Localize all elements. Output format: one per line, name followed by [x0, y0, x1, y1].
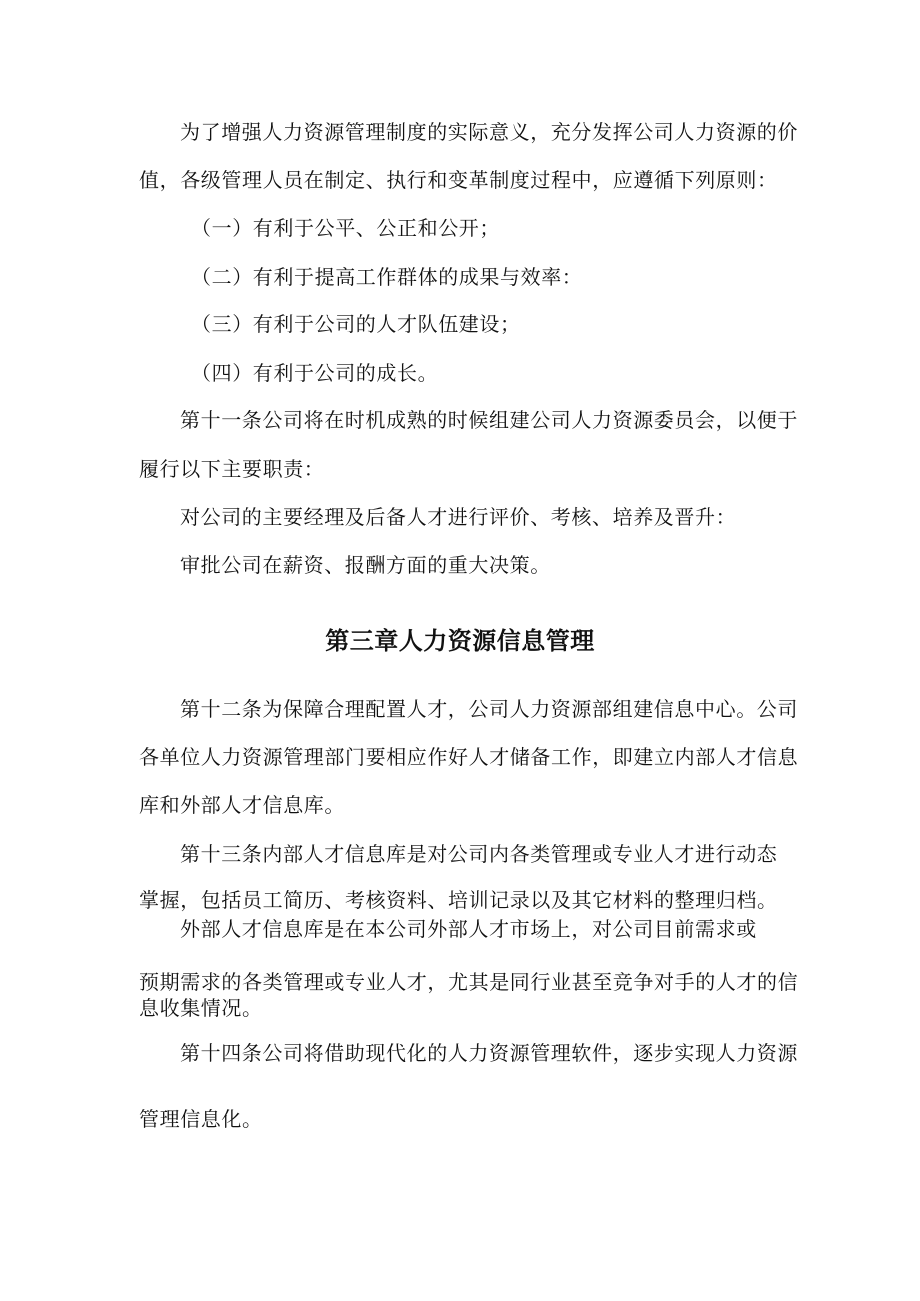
- article-12-line-1: 第十二条为保障合理配置人才，公司人力资源部组建信息中心。公司: [180, 697, 798, 721]
- external-line-2: 预期需求的各类管理或专业人才，尤其是同行业甚至竞争对手的人才的信: [139, 970, 799, 994]
- principle-4: （四）有利于公司的成长。: [191, 361, 439, 385]
- duty-2: 审批公司在薪资、报酬方面的重大决策。: [180, 553, 551, 577]
- article-11-line-1: 第十一条公司将在时机成熟的时候组建公司人力资源委员会，以便于: [180, 408, 798, 432]
- article-11-line-2: 履行以下主要职责：: [139, 457, 325, 481]
- article-14-line-1: 第十四条公司将借助现代化的人力资源管理软件，逐步实现人力资源: [180, 1041, 798, 1065]
- principle-1: （一）有利于公平、公正和公开；: [191, 216, 500, 240]
- duty-1: 对公司的主要经理及后备人才进行评价、考核、培养及晋升：: [180, 505, 737, 529]
- external-line-1: 外部人才信息库是在本公司外部人才市场上，对公司目前需求或: [180, 917, 757, 941]
- principle-2: （二）有利于提高工作群体的成果与效率：: [191, 265, 583, 289]
- intro-line-1: 为了增强人力资源管理制度的实际意义，充分发挥公司人力资源的价: [180, 120, 798, 144]
- article-13-line-1: 第十三条内部人才信息库是对公司内各类管理或专业人才进行动态: [180, 842, 778, 866]
- article-12-line-2: 各单位人力资源管理部门要相应作好人才储备工作，即建立内部人才信息: [139, 745, 799, 769]
- principle-3: （三）有利于公司的人才队伍建设；: [191, 312, 521, 336]
- article-13-line-2: 掌握，包括员工简历、考核资料、培训记录以及其它材料的整理归档。: [139, 888, 778, 912]
- article-12-line-3: 库和外部人才信息库。: [139, 793, 345, 817]
- article-14-line-2: 管理信息化。: [139, 1107, 263, 1131]
- chapter-title: 第三章人力资源信息管理: [325, 627, 595, 655]
- intro-line-2: 值，各级管理人员在制定、执行和变革制度过程中，应遵循下列原则：: [139, 168, 778, 192]
- external-line-3: 息收集情况。: [139, 996, 263, 1020]
